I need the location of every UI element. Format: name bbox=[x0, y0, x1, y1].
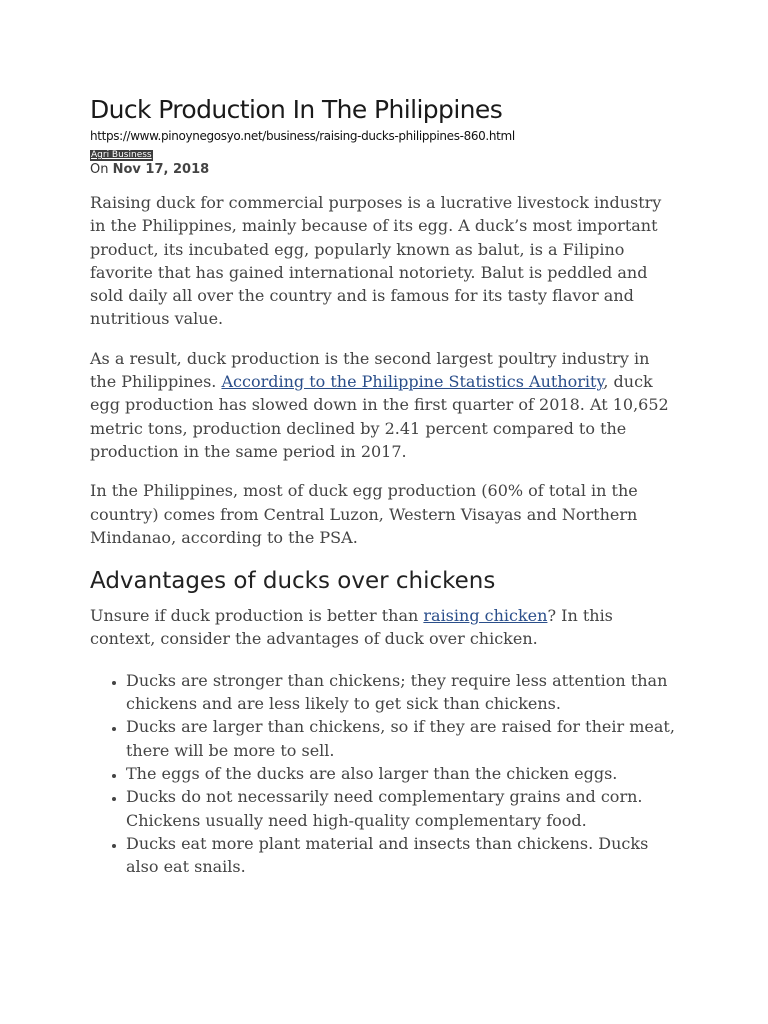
date-prefix: On bbox=[90, 162, 109, 177]
article-title: Duck Production In The Philippines bbox=[90, 95, 503, 124]
section-intro-text-after: ? In this context, consider the advantages of duck over chicken. bbox=[90, 606, 613, 649]
list-item: • Ducks eat more plant material and insects than chickens. Ducks also eat snails. bbox=[126, 832, 680, 879]
advantages-list bbox=[90, 669, 680, 879]
publish-date-line bbox=[90, 162, 680, 178]
paragraph-statistics-text-after: , duck egg production has slowed down in the first quarter of 2018. At 10,652 metric tons, production declined by 2.41 percent compared to the production in the same period in 2017. bbox=[90, 372, 669, 461]
category-tag[interactable]: Agri Business bbox=[91, 150, 152, 160]
paragraph-intro: Raising duck for commercial purposes is a lucrative livestock industry in the Philippines, mainly because of its egg. A duck’s most important product, its incubated egg, popularly known as balut, is a Filipino favorite that has gained international notoriety. Balut is peddled and sold daily all over the country and is famous for its tasty flavor and nutritious value. bbox=[90, 193, 662, 329]
paragraph-regions: In the Philippines, most of duck egg production (60% of total in the country) comes from Central Luzon, Western Visayas and Northern Mindanao, according to the PSA. bbox=[90, 481, 638, 547]
raising-chicken-link[interactable]: raising chicken bbox=[423, 606, 548, 626]
list-item: • Ducks do not necessarily need complementary grains and corn. Chickens usually need high-quality complementary food. bbox=[126, 785, 680, 832]
section-intro-text-before: Unsure if duck production is better than bbox=[90, 606, 424, 626]
list-item: • Ducks are stronger than chickens; they require less attention than chickens and are less likely to get sick than chickens. bbox=[126, 669, 680, 716]
section-heading: Advantages of ducks over chickens bbox=[90, 568, 496, 595]
section-intro bbox=[90, 604, 680, 651]
list-item: • Ducks are larger than chickens, so if they are raised for their meat, there will be more to sell. bbox=[126, 715, 680, 762]
paragraph-statistics bbox=[90, 347, 680, 463]
article bbox=[90, 93, 680, 878]
paragraph-statistics-text-before: As a result, duck production is the second largest poultry industry in the Philippines. bbox=[90, 348, 650, 392]
psa-link[interactable]: According to the Philippine Statistics Authority bbox=[221, 372, 604, 392]
publish-date: Nov 17, 2018 bbox=[112, 162, 210, 177]
source-url: https://www.pinoynegosyo.net/business/raising-ducks-philippines-860.html bbox=[90, 129, 515, 143]
list-item: • The eggs of the ducks are also larger than the chicken eggs. bbox=[126, 762, 680, 785]
